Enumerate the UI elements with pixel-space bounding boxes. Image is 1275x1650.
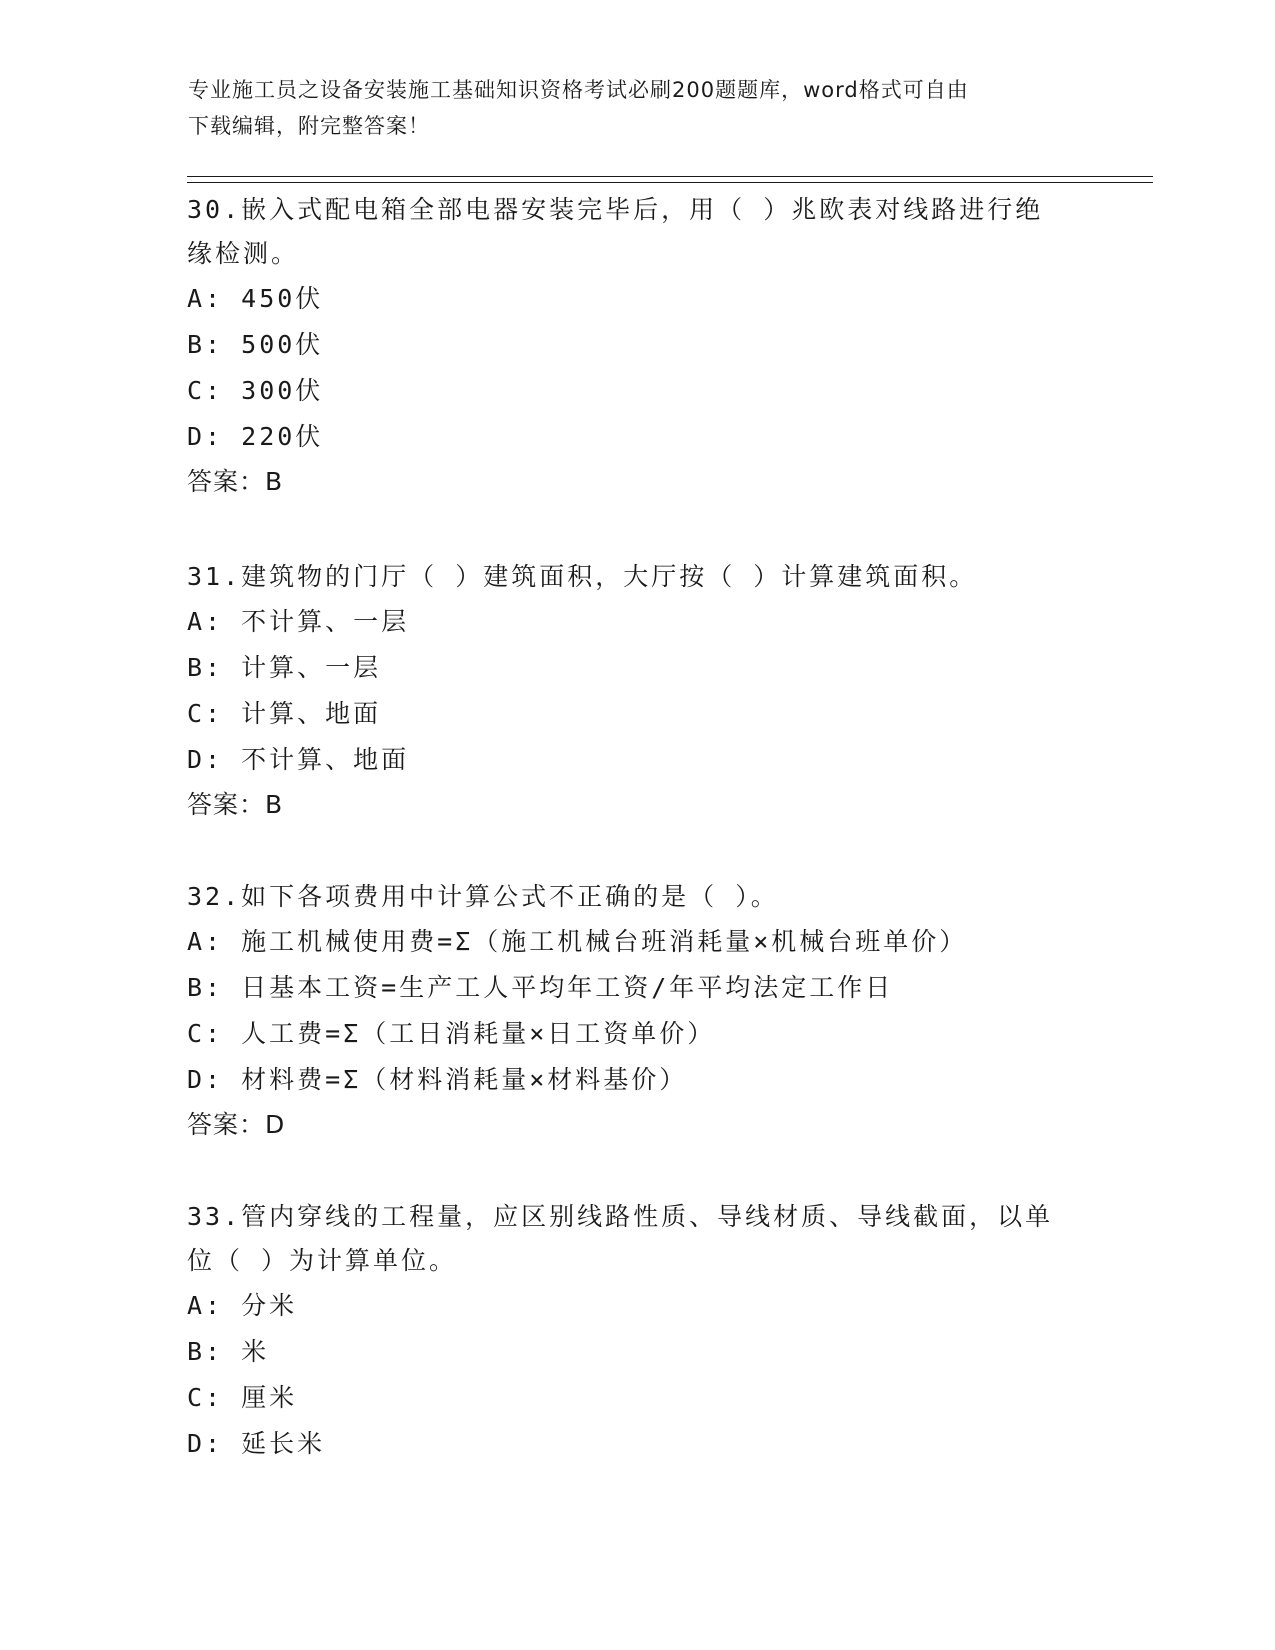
option-c: C: 厘米 (187, 1383, 298, 1412)
question-stem: 31.建筑物的门厅（ ）建筑面积，大厅按（ ）计算建筑面积。 (187, 562, 978, 591)
question-32 (187, 875, 1087, 1147)
question-31 (187, 555, 1087, 827)
option-b: B: 计算、一层 (187, 653, 382, 682)
option-c: C: 300伏 (187, 376, 324, 405)
header-line-1: 专业施工员之设备安装施工基础知识资格考试必刷200题题库，word格式可自由 (188, 78, 969, 102)
option-d: D: 不计算、地面 (187, 745, 410, 774)
question-stem: 33.管内穿线的工程量，应区别线路性质、导线材质、导线截面，以单 (187, 1202, 1054, 1231)
option-a: A: 450伏 (187, 284, 324, 313)
option-d: D: 延长米 (187, 1429, 326, 1458)
header-divider-bottom (187, 182, 1153, 183)
option-c: C: 人工费=Σ（工日消耗量×日工资单价） (187, 1019, 716, 1048)
question-stem-continued: 缘检测。 (187, 239, 300, 268)
answer-line: 答案：B (187, 790, 284, 819)
option-a: A: 不计算、一层 (187, 607, 410, 636)
question-stem: 32.如下各项费用中计算公式不正确的是（ ）。 (187, 882, 779, 911)
question-30 (187, 188, 1087, 504)
option-b: B: 500伏 (187, 330, 324, 359)
option-d: D: 材料费=Σ（材料消耗量×材料基价） (187, 1065, 688, 1094)
header-divider-top (187, 176, 1153, 177)
question-stem: 30.嵌入式配电箱全部电器安装完毕后，用（ ）兆欧表对线路进行绝 (187, 195, 1044, 224)
option-d: D: 220伏 (187, 422, 324, 451)
question-stem-continued: 位（ ）为计算单位。 (187, 1246, 458, 1275)
question-33 (187, 1195, 1087, 1467)
option-a: A: 分米 (187, 1291, 298, 1320)
answer-line: 答案：B (187, 467, 284, 496)
answer-line: 答案：D (187, 1110, 286, 1139)
option-a: A: 施工机械使用费=Σ（施工机械台班消耗量×机械台班单价） (187, 927, 968, 956)
header-line-2: 下载编辑，附完整答案！ (188, 114, 430, 138)
option-b: B: 米 (187, 1337, 270, 1366)
option-b: B: 日基本工资=生产工人平均年工资/年平均法定工作日 (187, 973, 894, 1002)
document-header (188, 72, 1068, 144)
option-c: C: 计算、地面 (187, 699, 382, 728)
